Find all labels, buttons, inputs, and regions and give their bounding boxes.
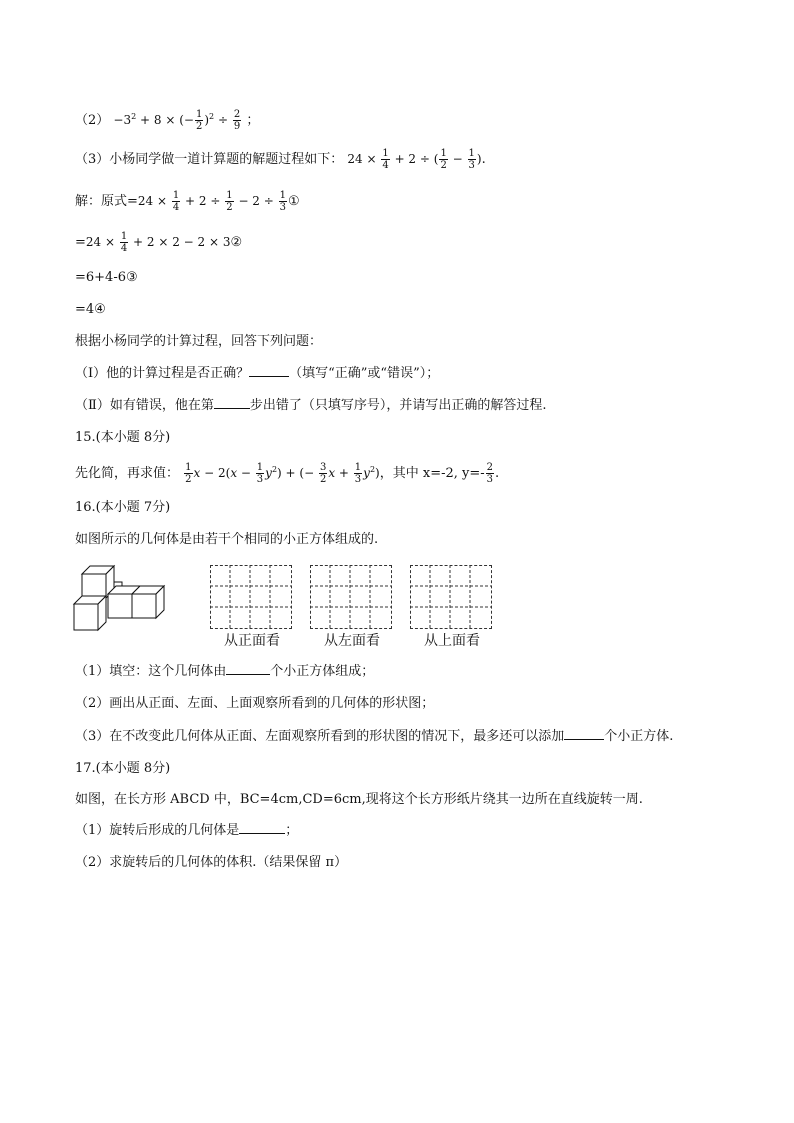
q16-header: 16.(本小题 7分) xyxy=(75,500,171,515)
q3-step1-expression: 24 × $\frac{1}{4}$ + 2 ÷ $\frac{1}{2}$ − 2 ÷ $\frac{1}{3}$ xyxy=(137,190,287,213)
q15-header: 15.(本小题 8分) xyxy=(75,430,171,445)
left-view-caption: 从左面看 xyxy=(324,633,380,649)
q15-text: 先化简，再求值： $\frac{1}{2}$ x − 2(x − $\frac{1}{3}$ $y^2$) + (− $\frac{3}{2}$ x + $\frac{1}{3}$ $y^2$)，其中 x=-2, y=- $\frac{2}{3}$ . xyxy=(75,462,500,485)
q16-s3: （3）在不改变此几何体从正面、左面观察所看到的形状图的情况下，最多还可以添加 个小正方体. xyxy=(75,729,674,744)
q3-step4: =4④ xyxy=(75,302,106,317)
q3-step1: 解：原式=24 × $\frac{1}{4}$ + 2 ÷ $\frac{1}{2}$ − 2 ÷ $\frac{1}{3}$ ① xyxy=(75,190,300,213)
q16-s1: （1）填空：这个几何体由 个小正方体组成； xyxy=(75,664,375,679)
q17-s1: （1）旋转后形成的几何体是 ； xyxy=(75,823,299,838)
q3-step3: =6+4-6③ xyxy=(75,270,138,285)
q16-s2: （2）画出从正面、左面、上面观察所看到的几何体的形状图； xyxy=(75,696,435,711)
q2-line: $(2) -3^2 + 8$ × (− $\frac{1}{2}$ )$^2$ ÷ $\frac{2}{9}$ ； xyxy=(75,109,260,132)
q2-expression: $-3^2 + 8$ × (− $\frac{1}{2}$ )$^2$ ÷ $\frac{2}{9}$ xyxy=(113,109,241,132)
q3-intro-line: （3）小杨同学做一道计算题的解题过程如下： 24 × $\frac{1}{4}$ + 2 ÷ ( $\frac{1}{2}$ − $\frac{1}{3}$ ). xyxy=(75,148,486,171)
q17-header: 17.(本小题 8分) xyxy=(75,761,171,776)
q16-intro: 如图所示的几何体是由若干个相同的小正方体组成的. xyxy=(75,532,379,547)
answer-blank[interactable] xyxy=(564,727,604,740)
front-view-caption: 从正面看 xyxy=(224,633,280,649)
q15-expression: $\frac{1}{2}$ x − 2(x − $\frac{1}{3}$ $y^2$) + (− $\frac{3}{2}$ x + $\frac{1}{3}$ $y^2$) xyxy=(185,462,380,485)
answer-blank[interactable] xyxy=(226,662,270,675)
q3-expression: 24 × $\frac{1}{4}$ + 2 ÷ ( $\frac{1}{2}$ − $\frac{1}{3}$ ) xyxy=(347,148,482,171)
q3-sub1: （Ⅰ）他的计算过程是否正确？ （填写“正确”或“错误”）； xyxy=(75,366,440,381)
q17-intro: 如图，在长方形 ABCD 中，BC=4cm,CD=6cm,现将这个长方形纸片绕其一边所在直线旋转一周. xyxy=(75,792,643,807)
answer-blank[interactable] xyxy=(239,821,285,834)
q17-s2: （2）求旋转后的几何体的体积.（结果保留 π） xyxy=(75,855,348,870)
q3-sub2: （Ⅱ）如有错误，他在第 步出错了（只填写序号），并请写出正确的解答过程. xyxy=(75,398,547,413)
top-view-caption: 从上面看 xyxy=(424,633,480,649)
q3-step2-expression: 24 × $\frac{1}{4}$ + 2 × 2 − 2 × 3 xyxy=(85,231,231,254)
q3-prompt: 根据小杨同学的计算过程，回答下列问题： xyxy=(75,334,323,349)
q3-step2: =24 × $\frac{1}{4}$ + 2 × 2 − 2 × 3② xyxy=(75,231,243,254)
